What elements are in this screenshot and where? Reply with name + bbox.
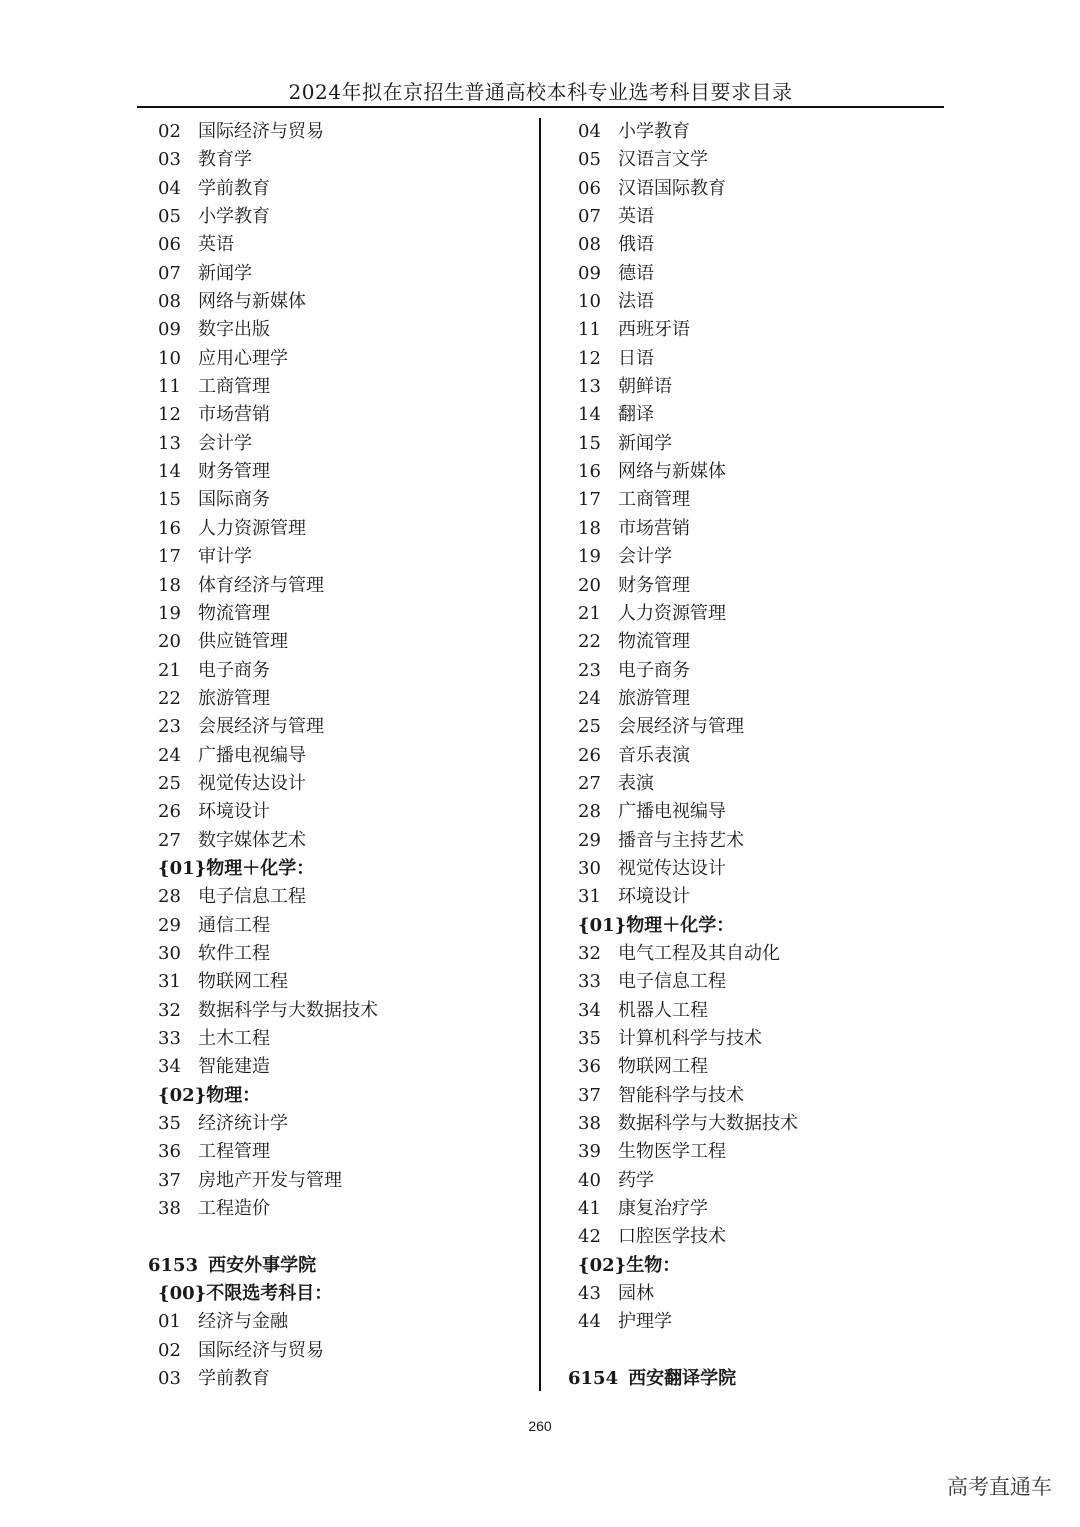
major-number: 15 bbox=[158, 489, 181, 511]
major-row bbox=[568, 1025, 948, 1053]
major-number: 35 bbox=[158, 1113, 181, 1135]
major-number: 34 bbox=[578, 999, 601, 1021]
major-name: 英语 bbox=[198, 234, 234, 256]
major-name: 旅游管理 bbox=[618, 687, 690, 709]
major-row bbox=[148, 968, 528, 996]
major-row bbox=[568, 997, 948, 1025]
major-number: 40 bbox=[578, 1169, 601, 1191]
major-name: 会计学 bbox=[618, 546, 672, 568]
major-name: 人力资源管理 bbox=[618, 602, 726, 624]
major-row bbox=[148, 997, 528, 1025]
major-name: 工商管理 bbox=[198, 376, 270, 398]
major-row bbox=[148, 1053, 528, 1081]
major-name: 经济统计学 bbox=[198, 1113, 288, 1135]
major-name: 工程造价 bbox=[198, 1198, 270, 1220]
major-number: 16 bbox=[578, 461, 601, 483]
major-row bbox=[568, 1110, 948, 1138]
major-row bbox=[148, 1308, 528, 1336]
major-name: 工程管理 bbox=[198, 1141, 270, 1163]
major-name: 康复治疗学 bbox=[618, 1198, 708, 1220]
major-row bbox=[148, 798, 528, 826]
major-name: 日语 bbox=[618, 347, 654, 369]
major-name: 视觉传达设计 bbox=[618, 857, 726, 879]
major-row bbox=[148, 543, 528, 571]
major-number: 37 bbox=[158, 1169, 181, 1191]
major-row bbox=[568, 798, 948, 826]
major-row bbox=[568, 260, 948, 288]
major-name: 会展经济与管理 bbox=[618, 716, 744, 738]
major-row bbox=[148, 600, 528, 628]
major-name: 审计学 bbox=[198, 546, 252, 568]
major-row bbox=[568, 543, 948, 571]
major-row bbox=[148, 912, 528, 940]
major-name: 视觉传达设计 bbox=[198, 772, 306, 794]
major-number: 31 bbox=[158, 971, 181, 993]
major-number: 26 bbox=[578, 744, 601, 766]
major-row bbox=[568, 1053, 948, 1081]
major-row bbox=[148, 146, 528, 174]
major-row bbox=[568, 685, 948, 713]
major-number: 23 bbox=[578, 659, 601, 681]
major-name: 护理学 bbox=[618, 1311, 672, 1333]
major-row bbox=[568, 940, 948, 968]
major-row bbox=[568, 373, 948, 401]
major-name: 机器人工程 bbox=[618, 999, 708, 1021]
major-row bbox=[148, 1025, 528, 1053]
major-name: 物流管理 bbox=[618, 631, 690, 653]
major-row bbox=[568, 628, 948, 656]
major-row bbox=[148, 1138, 528, 1166]
major-row bbox=[148, 1167, 528, 1195]
major-number: 21 bbox=[158, 659, 181, 681]
major-name: 教育学 bbox=[198, 149, 252, 171]
major-row bbox=[568, 1280, 948, 1308]
school-heading bbox=[148, 1252, 528, 1280]
major-number: 10 bbox=[158, 347, 181, 369]
major-number: 33 bbox=[158, 1028, 181, 1049]
major-number: 22 bbox=[158, 687, 181, 709]
major-name: 数字媒体艺术 bbox=[198, 829, 306, 851]
major-number: 29 bbox=[578, 829, 601, 851]
major-name: 应用心理学 bbox=[198, 347, 288, 369]
major-name: 市场营销 bbox=[618, 517, 690, 539]
major-name: 物流管理 bbox=[198, 602, 270, 624]
major-name: 小学教育 bbox=[618, 121, 690, 142]
major-number: 44 bbox=[578, 1311, 601, 1333]
major-name: 体育经济与管理 bbox=[198, 574, 324, 596]
major-row bbox=[568, 855, 948, 883]
major-row bbox=[148, 316, 528, 344]
major-name: 财务管理 bbox=[618, 574, 690, 596]
major-number: 32 bbox=[158, 999, 181, 1021]
major-row bbox=[148, 657, 528, 685]
major-number: 11 bbox=[158, 376, 181, 398]
major-number: 17 bbox=[578, 489, 601, 511]
major-number: 41 bbox=[578, 1198, 601, 1220]
major-number: 13 bbox=[158, 432, 181, 454]
major-number: 04 bbox=[578, 121, 601, 142]
major-name: 小学教育 bbox=[198, 206, 270, 228]
right-column bbox=[568, 118, 948, 1393]
major-number: 27 bbox=[578, 772, 601, 794]
major-row bbox=[568, 968, 948, 996]
major-row bbox=[568, 486, 948, 514]
major-name: 市场营销 bbox=[198, 404, 270, 426]
major-name: 旅游管理 bbox=[198, 687, 270, 709]
major-number: 43 bbox=[578, 1283, 601, 1305]
major-number: 14 bbox=[578, 404, 601, 426]
major-number: 06 bbox=[158, 234, 181, 256]
major-name: 软件工程 bbox=[198, 942, 270, 964]
major-number: 09 bbox=[158, 319, 181, 341]
major-row bbox=[148, 1110, 528, 1138]
major-name: 汉语国际教育 bbox=[618, 177, 726, 199]
major-number: 30 bbox=[578, 857, 601, 879]
major-row bbox=[148, 742, 528, 770]
major-number: 19 bbox=[158, 602, 181, 624]
major-row bbox=[148, 231, 528, 259]
major-name: 工商管理 bbox=[618, 489, 690, 511]
major-number: 30 bbox=[158, 942, 181, 964]
major-number: 18 bbox=[578, 517, 601, 539]
school-code: 6154 bbox=[568, 1368, 619, 1390]
major-name: 数字出版 bbox=[198, 319, 270, 341]
major-row bbox=[568, 316, 948, 344]
major-row bbox=[148, 458, 528, 486]
major-number: 33 bbox=[578, 971, 601, 993]
school-name: 西安翻译学院 bbox=[628, 1368, 737, 1390]
major-name: 朝鲜语 bbox=[618, 376, 672, 398]
major-number: 23 bbox=[158, 716, 181, 738]
major-name: 物联网工程 bbox=[198, 971, 288, 993]
subject-group-heading: {01}物理＋化学： bbox=[158, 857, 315, 879]
major-number: 18 bbox=[158, 574, 181, 596]
major-number: 35 bbox=[578, 1028, 601, 1049]
major-row bbox=[568, 345, 948, 373]
page-number: 260 bbox=[528, 1418, 552, 1434]
major-name: 新闻学 bbox=[198, 262, 252, 284]
major-row bbox=[568, 1308, 948, 1336]
major-row bbox=[568, 827, 948, 855]
major-number: 36 bbox=[158, 1141, 181, 1163]
major-row bbox=[148, 940, 528, 968]
major-name: 法语 bbox=[618, 291, 654, 313]
major-number: 08 bbox=[158, 291, 181, 313]
major-number: 28 bbox=[578, 801, 601, 823]
major-number: 37 bbox=[578, 1084, 601, 1106]
major-number: 39 bbox=[578, 1141, 601, 1163]
major-number: 16 bbox=[158, 517, 181, 539]
major-name: 国际经济与贸易 bbox=[198, 121, 324, 142]
major-row bbox=[568, 288, 948, 316]
major-name: 电气工程及其自动化 bbox=[618, 942, 780, 964]
major-number: 13 bbox=[578, 376, 601, 398]
major-row bbox=[568, 1223, 948, 1251]
major-number: 31 bbox=[578, 886, 601, 908]
major-row bbox=[568, 600, 948, 628]
header-rule bbox=[137, 106, 944, 108]
major-number: 02 bbox=[158, 121, 181, 142]
major-row bbox=[148, 175, 528, 203]
major-number: 15 bbox=[578, 432, 601, 454]
major-row bbox=[568, 401, 948, 429]
major-name: 网络与新媒体 bbox=[198, 291, 306, 313]
blank-row bbox=[568, 1337, 948, 1365]
major-number: 14 bbox=[158, 461, 181, 483]
major-row bbox=[148, 770, 528, 798]
major-number: 08 bbox=[578, 234, 601, 256]
major-name: 生物医学工程 bbox=[618, 1141, 726, 1163]
major-row bbox=[568, 175, 948, 203]
major-name: 电子信息工程 bbox=[618, 971, 726, 993]
major-number: 36 bbox=[578, 1056, 601, 1078]
major-name: 翻译 bbox=[618, 404, 654, 426]
subject-group-heading: {00}不限选考科目： bbox=[158, 1283, 333, 1305]
subject-group-heading: {01}物理＋化学： bbox=[578, 914, 735, 936]
major-number: 42 bbox=[578, 1226, 601, 1248]
major-row bbox=[568, 203, 948, 231]
major-name: 计算机科学与技术 bbox=[618, 1028, 762, 1049]
major-name: 会展经济与管理 bbox=[198, 716, 324, 738]
major-row bbox=[568, 883, 948, 911]
major-name: 广播电视编导 bbox=[618, 801, 726, 823]
major-row bbox=[568, 1167, 948, 1195]
major-row bbox=[568, 742, 948, 770]
major-name: 网络与新媒体 bbox=[618, 461, 726, 483]
major-row bbox=[148, 572, 528, 600]
major-row bbox=[568, 657, 948, 685]
major-number: 03 bbox=[158, 1368, 181, 1390]
major-name: 汉语言文学 bbox=[618, 149, 708, 171]
major-row bbox=[148, 883, 528, 911]
major-number: 21 bbox=[578, 602, 601, 624]
major-name: 俄语 bbox=[618, 234, 654, 256]
major-name: 广播电视编导 bbox=[198, 744, 306, 766]
major-name: 学前教育 bbox=[198, 177, 270, 199]
major-number: 38 bbox=[158, 1198, 181, 1220]
major-number: 05 bbox=[578, 149, 601, 171]
major-row bbox=[148, 401, 528, 429]
major-row bbox=[148, 1195, 528, 1223]
major-name: 物联网工程 bbox=[618, 1056, 708, 1078]
major-name: 房地产开发与管理 bbox=[198, 1169, 342, 1191]
major-name: 数据科学与大数据技术 bbox=[618, 1113, 798, 1135]
major-number: 03 bbox=[158, 149, 181, 171]
major-row bbox=[148, 288, 528, 316]
major-number: 32 bbox=[578, 942, 601, 964]
major-name: 人力资源管理 bbox=[198, 517, 306, 539]
major-row bbox=[148, 713, 528, 741]
major-row bbox=[568, 713, 948, 741]
major-name: 通信工程 bbox=[198, 914, 270, 936]
major-name: 智能建造 bbox=[198, 1056, 270, 1078]
major-row bbox=[568, 770, 948, 798]
major-name: 口腔医学技术 bbox=[618, 1226, 726, 1248]
school-name: 西安外事学院 bbox=[208, 1254, 317, 1276]
major-name: 学前教育 bbox=[198, 1368, 270, 1390]
major-number: 09 bbox=[578, 262, 601, 284]
school-heading bbox=[568, 1365, 948, 1393]
page-title: 2024年拟在京招生普通高校本科专业选考科目要求目录 bbox=[288, 80, 793, 104]
major-number: 17 bbox=[158, 546, 181, 568]
major-number: 07 bbox=[158, 262, 181, 284]
major-number: 27 bbox=[158, 829, 181, 851]
subject-group-heading: {02}生物： bbox=[578, 1254, 681, 1276]
major-name: 电子商务 bbox=[618, 659, 690, 681]
major-number: 28 bbox=[158, 886, 181, 908]
major-row bbox=[568, 1195, 948, 1223]
major-row bbox=[568, 572, 948, 600]
major-row bbox=[568, 1138, 948, 1166]
major-name: 音乐表演 bbox=[618, 744, 690, 766]
major-number: 22 bbox=[578, 631, 601, 653]
major-row bbox=[568, 118, 948, 146]
major-number: 06 bbox=[578, 177, 601, 199]
major-row bbox=[568, 1082, 948, 1110]
major-number: 04 bbox=[158, 177, 181, 199]
major-number: 20 bbox=[158, 631, 181, 653]
major-number: 10 bbox=[578, 291, 601, 313]
major-row bbox=[148, 628, 528, 656]
major-number: 12 bbox=[158, 404, 181, 426]
major-row bbox=[148, 430, 528, 458]
major-name: 电子商务 bbox=[198, 659, 270, 681]
major-row bbox=[148, 486, 528, 514]
major-row bbox=[148, 260, 528, 288]
major-row bbox=[148, 345, 528, 373]
major-number: 02 bbox=[158, 1339, 181, 1361]
major-number: 11 bbox=[578, 319, 601, 341]
major-number: 25 bbox=[578, 716, 601, 738]
major-name: 数据科学与大数据技术 bbox=[198, 999, 378, 1021]
major-name: 德语 bbox=[618, 262, 654, 284]
left-column bbox=[148, 118, 528, 1393]
major-number: 05 bbox=[158, 206, 181, 228]
major-number: 34 bbox=[158, 1056, 181, 1078]
column-divider bbox=[539, 118, 541, 1391]
major-row bbox=[148, 827, 528, 855]
major-name: 表演 bbox=[618, 772, 654, 794]
watermark: 高考直通车 bbox=[947, 1475, 1052, 1499]
school-code: 6153 bbox=[148, 1254, 199, 1276]
major-row bbox=[568, 515, 948, 543]
major-name: 国际商务 bbox=[198, 489, 270, 511]
blank-row bbox=[148, 1223, 528, 1251]
major-row bbox=[148, 685, 528, 713]
major-number: 01 bbox=[158, 1311, 181, 1333]
major-row bbox=[148, 1337, 528, 1365]
major-row bbox=[568, 430, 948, 458]
major-name: 英语 bbox=[618, 206, 654, 228]
major-name: 环境设计 bbox=[618, 886, 690, 908]
major-name: 药学 bbox=[618, 1169, 654, 1191]
major-row bbox=[148, 515, 528, 543]
major-number: 20 bbox=[578, 574, 601, 596]
major-name: 财务管理 bbox=[198, 461, 270, 483]
major-number: 38 bbox=[578, 1113, 601, 1135]
major-name: 供应链管理 bbox=[198, 631, 288, 653]
major-name: 西班牙语 bbox=[618, 319, 690, 341]
major-row bbox=[148, 118, 528, 146]
major-name: 电子信息工程 bbox=[198, 886, 306, 908]
major-row bbox=[148, 1365, 528, 1393]
major-number: 07 bbox=[578, 206, 601, 228]
major-name: 国际经济与贸易 bbox=[198, 1339, 324, 1361]
major-name: 会计学 bbox=[198, 432, 252, 454]
major-number: 24 bbox=[158, 744, 181, 766]
major-name: 环境设计 bbox=[198, 801, 270, 823]
major-number: 26 bbox=[158, 801, 181, 823]
major-number: 29 bbox=[158, 914, 181, 936]
subject-group-heading: {02}物理： bbox=[158, 1084, 261, 1106]
major-name: 智能科学与技术 bbox=[618, 1084, 744, 1106]
major-number: 24 bbox=[578, 687, 601, 709]
major-row bbox=[148, 203, 528, 231]
major-row bbox=[568, 458, 948, 486]
major-number: 19 bbox=[578, 546, 601, 568]
major-number: 25 bbox=[158, 772, 181, 794]
major-row bbox=[568, 146, 948, 174]
major-name: 土木工程 bbox=[198, 1028, 270, 1049]
major-number: 12 bbox=[578, 347, 601, 369]
major-name: 播音与主持艺术 bbox=[618, 829, 744, 851]
major-row bbox=[148, 373, 528, 401]
major-name: 园林 bbox=[618, 1283, 654, 1305]
major-row bbox=[568, 231, 948, 259]
major-name: 经济与金融 bbox=[198, 1311, 288, 1333]
major-name: 新闻学 bbox=[618, 432, 672, 454]
